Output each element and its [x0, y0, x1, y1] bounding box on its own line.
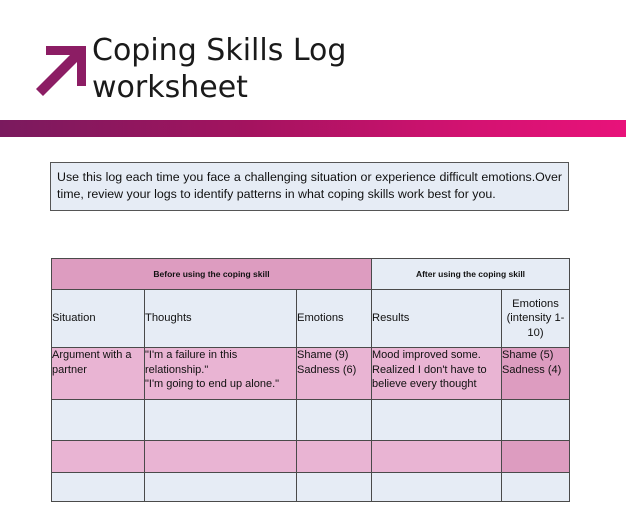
empty-cell[interactable] [297, 400, 372, 441]
empty-cell[interactable] [372, 441, 502, 473]
thought-line: "I'm a failure in this relationship." [145, 349, 238, 376]
empty-cell[interactable] [297, 441, 372, 473]
empty-cell[interactable] [372, 473, 502, 502]
instructions-box: Use this log each time you face a challenging situation or experience difficult emotions.Over time, review your logs to identify patterns in what coping skills work best for you. [50, 162, 569, 211]
header-gradient-band [0, 120, 626, 137]
cell-thoughts[interactable] [145, 348, 297, 400]
cell-results[interactable]: Mood improved some. Realized I don't have to believe every thought [372, 348, 502, 400]
table-row [52, 400, 570, 441]
column-header-emotions: Emotions [297, 290, 372, 348]
group-after-header: After using the coping skill [372, 259, 570, 290]
cell-emotions[interactable] [297, 348, 372, 400]
empty-cell[interactable] [502, 473, 570, 502]
cell-emotions-after[interactable] [502, 348, 570, 400]
emotion-after-line: Shame (5) [502, 349, 554, 361]
group-header-row [52, 259, 570, 290]
empty-cell[interactable] [372, 400, 502, 441]
empty-cell[interactable] [52, 441, 145, 473]
thought-line: "I'm going to end up alone." [145, 378, 280, 390]
table-row [52, 473, 570, 502]
coping-log-table [51, 258, 570, 502]
table-row [52, 348, 570, 400]
empty-cell[interactable] [297, 473, 372, 502]
emotion-after-line: Sadness (4) [502, 363, 562, 376]
column-header-row [52, 290, 570, 348]
empty-cell[interactable] [145, 473, 297, 502]
emotion-line: Shame (9) [297, 349, 349, 361]
page-title [92, 32, 346, 106]
empty-cell[interactable] [145, 441, 297, 473]
column-header-results: Results [372, 290, 502, 348]
table-row [52, 441, 570, 473]
empty-cell[interactable] [52, 473, 145, 502]
empty-cell[interactable] [502, 441, 570, 473]
empty-cell[interactable] [145, 400, 297, 441]
column-header-thoughts: Thoughts [145, 290, 297, 348]
column-header-emotions-after: Emotions (intensity 1-10) [502, 290, 570, 348]
empty-cell[interactable] [52, 400, 145, 441]
emotion-line: Sadness (6) [297, 363, 357, 376]
cell-situation[interactable]: Argument with a partner [52, 348, 145, 400]
empty-cell[interactable] [502, 400, 570, 441]
group-before-header: Before using the coping skill [52, 259, 372, 290]
arrow-up-right-icon [36, 46, 86, 96]
title-line-1: Coping Skills Log [92, 33, 347, 68]
column-header-situation: Situation [52, 290, 145, 348]
title-line-2: worksheet [92, 70, 248, 105]
